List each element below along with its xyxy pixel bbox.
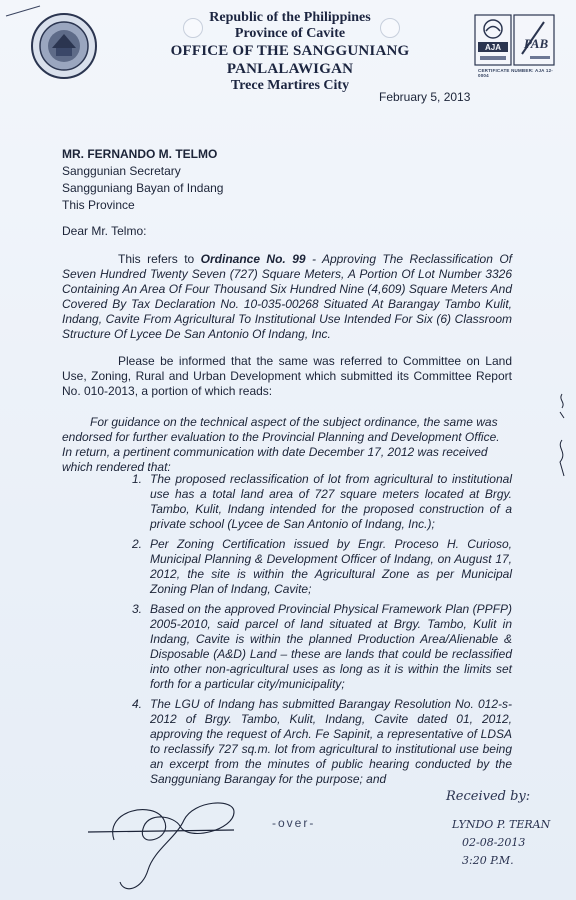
list-item-number: 4.	[132, 697, 143, 711]
para2-text: Please be informed that the same was referred to Committee on Land Use, Zoning, Rural and Urban Development which submitted its Committee Report No. 010-2013, a portion of which reads:	[62, 354, 512, 398]
received-stamp	[440, 788, 560, 870]
letterhead-line-city: Trece Martires City	[230, 78, 350, 93]
paragraph-committee	[62, 354, 512, 399]
salutation: Dear Mr. Telmo:	[62, 224, 147, 238]
recipient-title: Sanggunian Secretary	[62, 164, 181, 178]
list-item	[126, 602, 512, 692]
list-item-number: 2.	[132, 537, 143, 551]
paragraph-guidance	[62, 415, 502, 475]
list-item-number: 1.	[132, 472, 143, 486]
list-item	[126, 537, 512, 597]
recipient-office: Sangguniang Bayan of Indang	[62, 181, 224, 195]
letterhead-line-province: Province of Cavite	[234, 26, 346, 41]
list-item-text: The LGU of Indang has submitted Barangay Resolution No. 012-s-2012 of Brgy. Tambo, Kulit, Indang, Cavite dated 01, 2012, approving the request of Arch. Fe Sapinit, a representative of LDSA to reclassify 727 sq.m. lot from agricultural to institutional use being an excerpt from the minutes of public hearing conducted by the Sangguniang Barangay for the purpose; and	[150, 697, 512, 786]
list-item-text: Based on the approved Provincial Physical Framework Plan (PPFP) 2005-2010, said parcel of land situated at Brgy. Tambo, Kulit in Indang, Cavite is within the planned Production Area/Alienable & Disposable (A&D) Land – these are lands that could be reclassified into other non-agricultural uses as long as it is within the limits set forth for a particular city/municipality;	[150, 602, 512, 691]
punch-hole-right	[380, 18, 400, 38]
provincial-seal-icon	[30, 12, 98, 80]
recipient-location: This Province	[62, 198, 135, 212]
ordinance-number: Ordinance No. 99	[200, 252, 306, 266]
paragraph-ordinance	[62, 252, 512, 342]
signature-icon	[84, 790, 264, 900]
certificate-number: CERTIFICATE NUMBER: AJA 12-0004	[478, 68, 553, 78]
recipient-block	[62, 146, 223, 214]
cert-logo-aja: AJA	[484, 43, 502, 52]
continuation-marker: -over-	[272, 816, 316, 830]
cert-logo-pab: PAB	[523, 36, 549, 51]
received-name: LYNDO P. TERAN	[452, 818, 551, 831]
received-date: 02-08-2013	[462, 836, 526, 849]
list-item	[126, 697, 512, 787]
punch-hole-left	[183, 18, 203, 38]
margin-initials-icon	[552, 392, 572, 482]
list-item	[126, 472, 512, 532]
list-item-text: The proposed reclassification of lot from agricultural to institutional use has a total land area of 727 square meters located at Brgy. Tambo, Kulit, Indang intended for the proposed construction of a private school (Lycee de San Antonio of Indang, Inc.);	[150, 472, 512, 531]
para1-intro: This refers to	[118, 252, 201, 266]
letterhead	[110, 10, 470, 94]
list-item-text: Per Zoning Certification issued by Engr. Proceso H. Curioso, Municipal Planning & Development Officer of Indang, on August 17, 2012, the site is within the Agricultural Zone as per Municipal Zoning Plan of Indang, Cavite;	[150, 537, 512, 596]
para3-text: For guidance on the technical aspect of the subject ordinance, the same was endorsed for further evaluation to the Provincial Planning and Development Office. In return, a pertinent communication with date December 17, 2012 was received which rendered that:	[62, 415, 500, 474]
para1-rest: - Approving The Reclassification Of Seven Hundred Twenty Seven (727) Square Meters, A Portion Of Lot Number 3326 Containing An Area Of Four Thousand Six Hundred Nine (4,609) Square Meters And Covered By Tax Declaration No. 10-035-00268 Situated At Barangay Tambo Kulit, Indang, Cavite From Agricultural To Institutional Use Intended For Six (6) Classroom Structure Of Lycee De San Antonio Of Indang, Inc.	[62, 252, 513, 341]
received-label: Received by:	[446, 789, 531, 804]
letterhead-line-office: OFFICE OF THE SANGGUNIANG PANLALAWIGAN	[170, 43, 410, 77]
list-item-number: 3.	[132, 602, 143, 616]
letterhead-line-republic: Republic of the Philippines	[209, 10, 371, 25]
letter-date: February 5, 2013	[379, 90, 471, 104]
received-time: 3:20 P.M.	[462, 854, 514, 867]
recipient-name: MR. FERNANDO M. TELMO	[62, 147, 218, 161]
certification-logo-icon	[474, 14, 556, 72]
